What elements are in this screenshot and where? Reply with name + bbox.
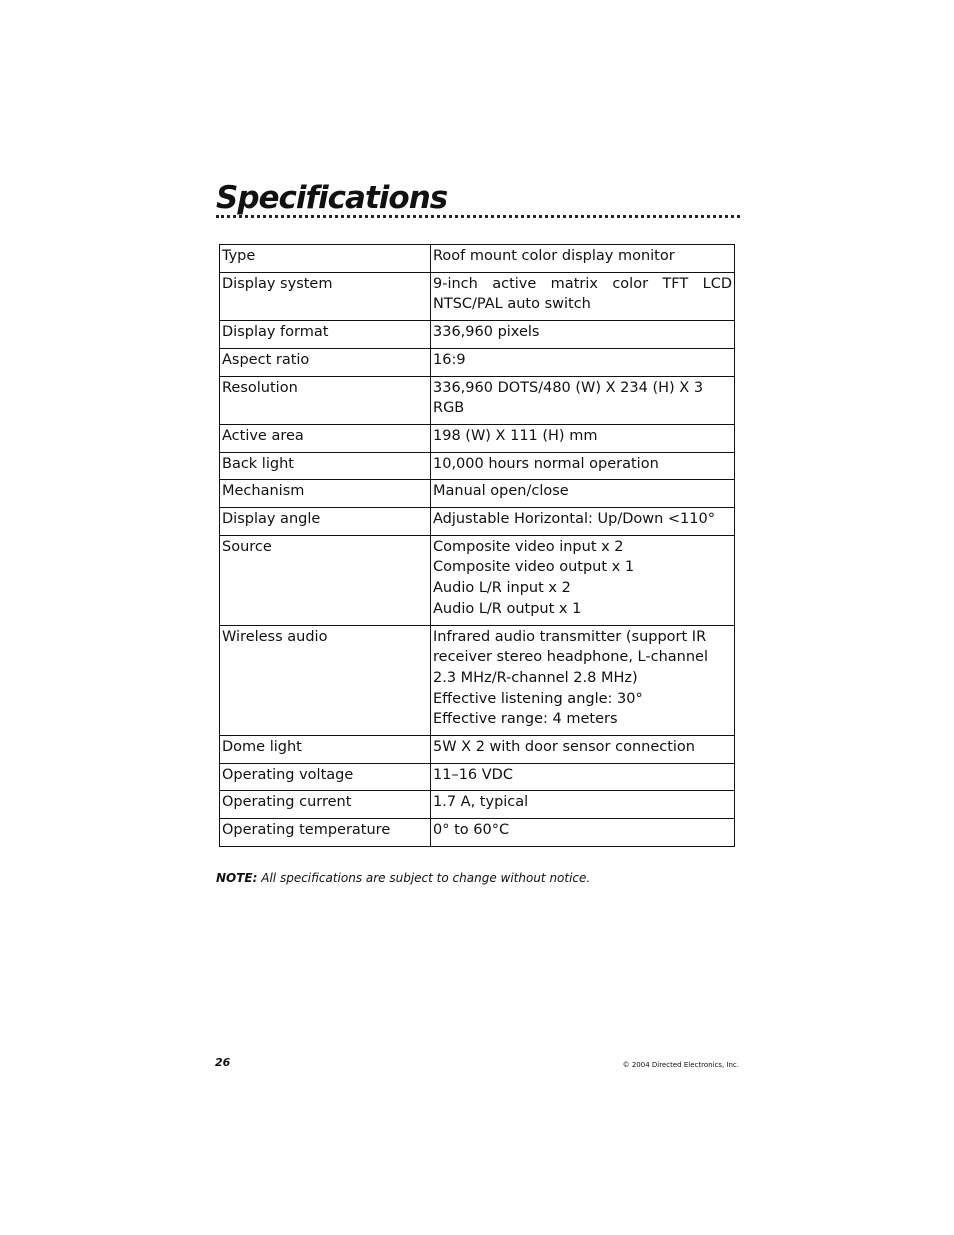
table-row [220, 736, 735, 764]
spec-label: Display format [220, 321, 431, 349]
spec-value [431, 321, 735, 349]
table-row [220, 819, 735, 847]
table-row [220, 452, 735, 480]
table-row [220, 625, 735, 736]
table-row [220, 763, 735, 791]
specifications-table-body [220, 245, 735, 847]
spec-value-line: 9-inch active matrix color TFT LCD NTSC/PAL auto switch [433, 275, 732, 313]
spec-value [431, 480, 735, 508]
spec-value-line: Adjustable Horizontal: Up/Down <110° [433, 511, 715, 528]
table-row [220, 535, 735, 625]
spec-value [431, 535, 735, 625]
spec-value-line: Audio L/R input x 2 [433, 580, 571, 597]
table-row [220, 508, 735, 536]
page-title: Specifications [216, 180, 448, 216]
spec-value-line: Audio L/R output x 1 [433, 600, 582, 617]
spec-value-line: Effective listening angle: 30° [433, 690, 643, 707]
spec-label: Operating current [220, 791, 431, 819]
spec-label: Display system [220, 272, 431, 320]
spec-label: Aspect ratio [220, 348, 431, 376]
table-row [220, 245, 735, 273]
table-row [220, 480, 735, 508]
spec-value [431, 819, 735, 847]
table-row [220, 376, 735, 424]
specifications-table [219, 244, 735, 847]
spec-value [431, 452, 735, 480]
spec-value-line: Roof mount color display monitor [433, 248, 675, 264]
spec-value-line: Composite video input x 2 [433, 538, 624, 555]
copyright-notice: © 2004 Directed Electronics, Inc. [622, 1061, 739, 1069]
note-text: All specifications are subject to change without notice. [257, 871, 591, 885]
spec-value [431, 625, 735, 736]
spec-value [431, 424, 735, 452]
note-label: NOTE: [216, 871, 258, 885]
spec-value-line: Composite video output x 1 [433, 559, 635, 576]
spec-value-line: 5W X 2 with door sensor connection [433, 739, 695, 756]
spec-value [431, 791, 735, 819]
spec-value [431, 736, 735, 764]
page-number: 26 [215, 1056, 231, 1069]
table-row [220, 272, 735, 320]
spec-label: Resolution [220, 376, 431, 424]
table-row [220, 321, 735, 349]
spec-label: Active area [220, 424, 431, 452]
spec-value [431, 763, 735, 791]
spec-label: Operating temperature [220, 819, 431, 847]
spec-value [431, 245, 735, 273]
spec-value-line: 11–16 VDC [433, 766, 513, 783]
spec-label: Display angle [220, 508, 431, 536]
spec-value-line: 10,000 hours normal operation [433, 455, 659, 472]
title-dotted-rule [216, 215, 740, 218]
spec-value [431, 348, 735, 376]
spec-value [431, 272, 735, 320]
spec-label: Mechanism [220, 480, 431, 508]
spec-value-line: 198 (W) X 111 (H) mm [433, 427, 598, 444]
spec-value-line: 336,960 DOTS/480 (W) X 234 (H) X 3 RGB [433, 379, 704, 417]
spec-value-line: 0° to 60°C [433, 822, 510, 839]
table-row [220, 348, 735, 376]
spec-value-line: 336,960 pixels [433, 324, 540, 341]
spec-label: Type [220, 245, 431, 273]
spec-value-line: 1.7 A, typical [433, 794, 529, 811]
spec-value [431, 508, 735, 536]
spec-value-line: Infrared audio transmitter (support IR receiver stereo headphone, L-channel 2.3 MHz/R-channel 2.8 MHz) [433, 628, 708, 686]
spec-label: Dome light [220, 736, 431, 764]
spec-value-line: Manual open/close [433, 483, 569, 500]
note [216, 871, 590, 885]
spec-label: Wireless audio [220, 625, 431, 736]
spec-label: Source [220, 535, 431, 625]
spec-value [431, 376, 735, 424]
spec-label: Operating voltage [220, 763, 431, 791]
table-row [220, 424, 735, 452]
spec-value-line: 16:9 [433, 351, 466, 368]
spec-value-line: Effective range: 4 meters [433, 711, 618, 728]
spec-label: Back light [220, 452, 431, 480]
table-row [220, 791, 735, 819]
